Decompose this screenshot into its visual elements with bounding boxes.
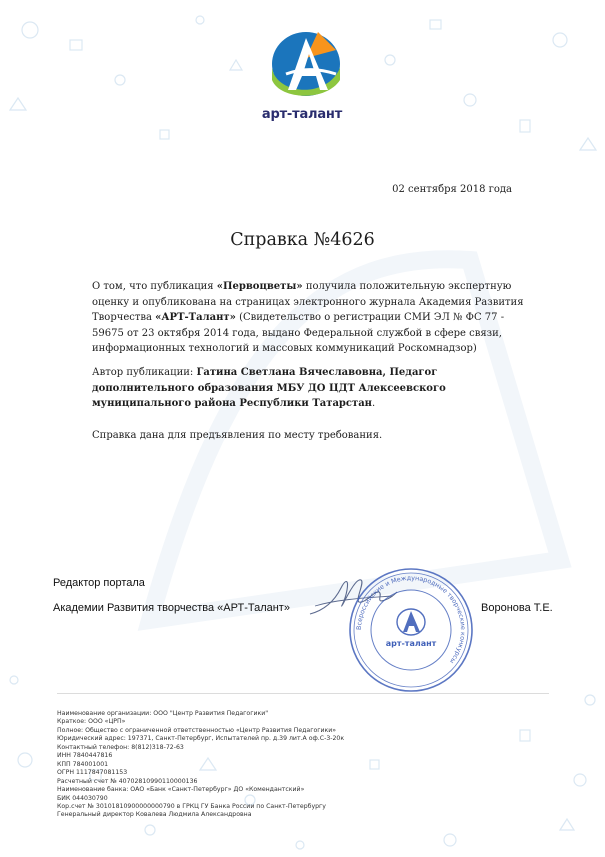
document-date: 02 сентября 2018 года [392, 184, 512, 195]
stamp-center-text: арт-талант [385, 639, 437, 648]
footer-divider [57, 693, 549, 694]
paragraph-author: Автор публикации: Гатина Светлана Вячеславовна, Педагог дополнительного образования МБУ ДО ЦДТ Алексеевского муниципального района Республики Татарстан. [92, 367, 446, 409]
editor-name: Воронова Т.Е. [481, 602, 553, 614]
footer-line: Наименование банка: ОАО «Банк «Санкт-Петербург» ДО «Комендантский» [57, 786, 305, 794]
journal-name: «АРТ-Талант» [155, 312, 236, 323]
footer-line: Полное: Общество с ограниченной ответственностью «Центр Развития Педагогики» [57, 726, 337, 734]
footer-line: ОГРН 1117847081153 [57, 769, 128, 777]
footer-line: Расчетный счет № 40702810990110000136 [57, 777, 198, 785]
document-title: Справка №4626 [230, 230, 375, 250]
footer-line: БИК 044030790 [57, 794, 108, 802]
editor-title-line2: Академии Развития творчества «АРТ-Талант» [53, 602, 290, 614]
organization-stamp [347, 566, 475, 694]
paragraph-publication: О том, что публикация «Первоцветы» получила положительную экспертную оценку и опубликована на страницах электронного журнала Академия Развития Творчества «АРТ-Талант» (Свидетельство о регистрации СМИ ЭЛ № ФС 77 - 59675 от 23 октября 2014 года, выдано Федеральной службой в сфере связи, информационных технологий и массовых коммуникаций Роскомнадзор) [92, 281, 524, 354]
footer-line: Юридический адрес: 197371, Санкт-Петербург, Испытателей пр. д.39 лит.А оф.С-3-20к [57, 735, 345, 743]
editor-title-line1: Редактор портала [53, 577, 145, 589]
publication-title: «Первоцветы» [216, 281, 303, 292]
art-talant-logo [266, 28, 346, 100]
brand-name: арт-талант [261, 107, 343, 122]
footer-line: КПП 784001001 [57, 760, 109, 768]
organization-details [57, 710, 557, 820]
footer-line: Генеральный директор Ковалева Людмила Александровна [57, 811, 252, 819]
paragraph-purpose: Справка дана для предъявления по месту требования. [92, 430, 383, 441]
stamp-ring-text: Всероссийские и Международные творческие конкурсы [354, 573, 468, 666]
footer-line: Кор.счет № 30101810900000000790 в ГРКЦ ГУ Банка России по Санкт-Петербургу [57, 802, 326, 810]
footer-line: ИНН 7840447816 [57, 752, 113, 760]
author-name: Гатина Светлана Вячеславовна, Педагог дополнительного образования МБУ ДО ЦДТ Алексеевского муниципального района Республики Татарстан [92, 367, 446, 409]
footer-line: Наименование организации: ООО "Центр Развития Педагогики" [57, 710, 269, 717]
footer-line: Краткое: ООО «ЦРП» [57, 718, 126, 726]
footer-line: Контактный телефон: 8(812)318-72-63 [57, 743, 184, 751]
